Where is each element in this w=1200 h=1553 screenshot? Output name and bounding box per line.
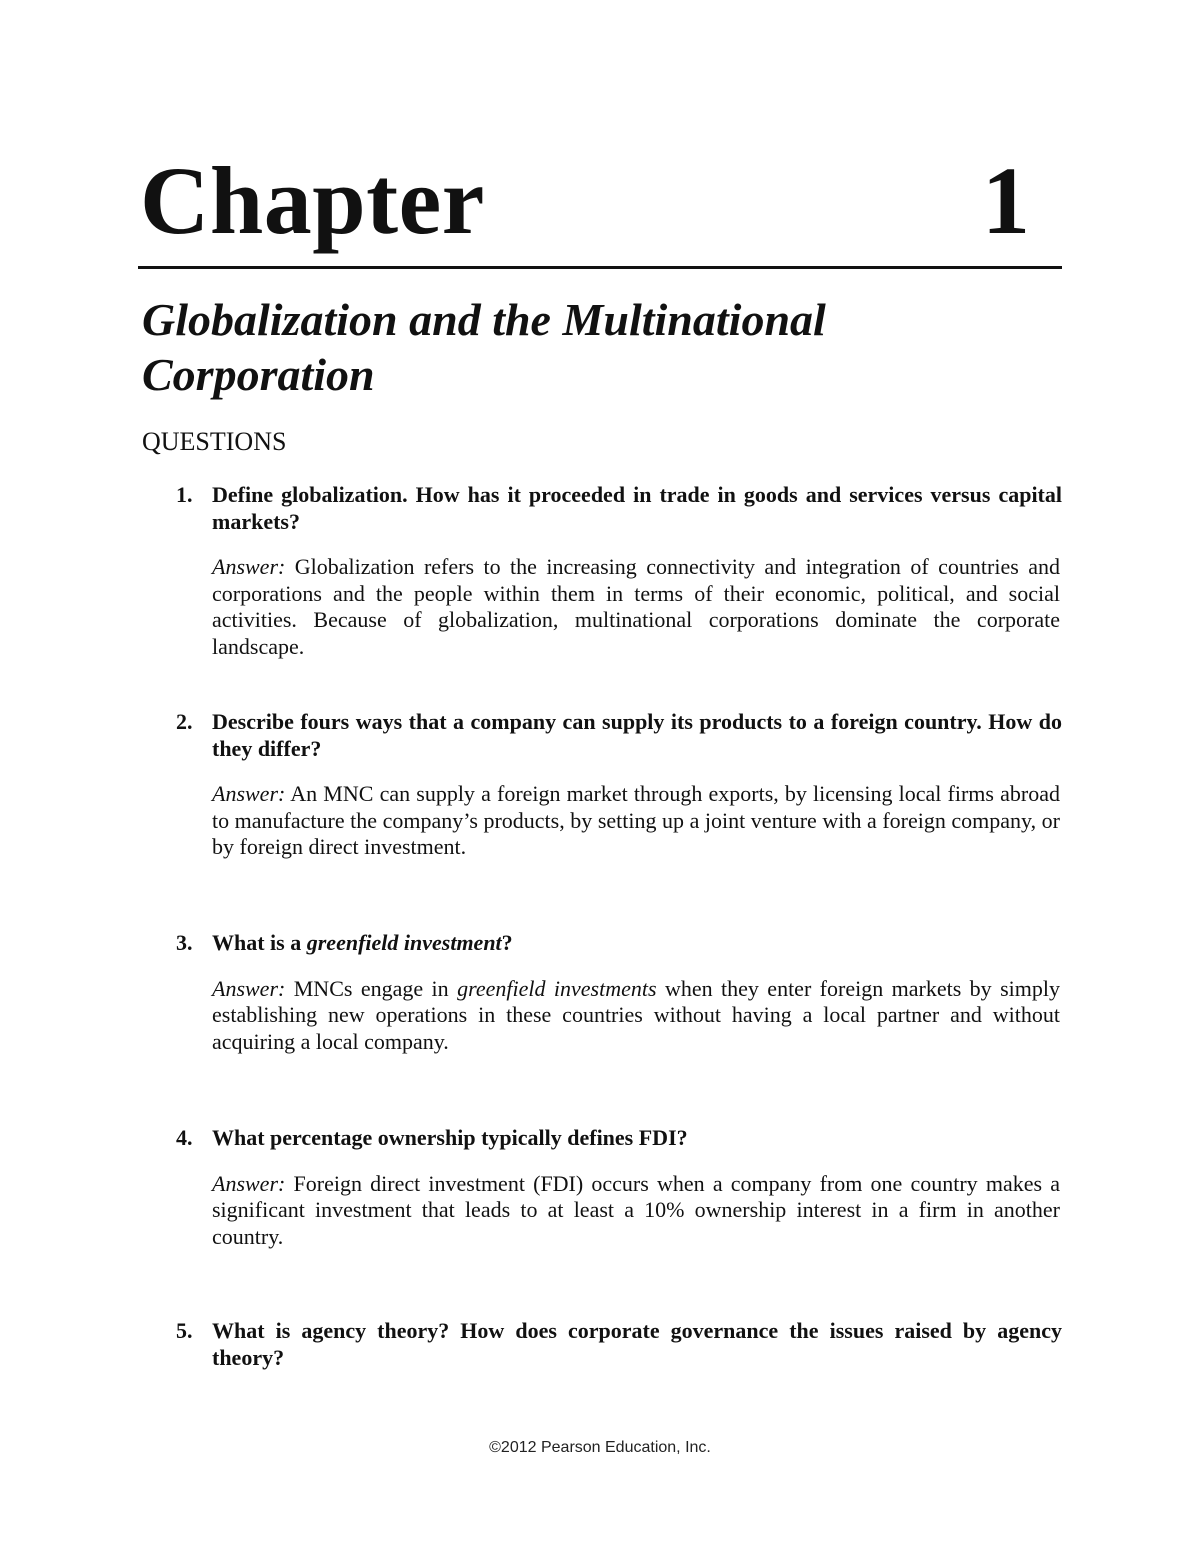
question-item bbox=[142, 709, 1062, 861]
question-body: Describe fours ways that a company can supply its products to a foreign country. How do they differ? bbox=[212, 709, 1062, 761]
answer-text bbox=[142, 781, 1062, 861]
chapter-heading bbox=[140, 148, 1062, 254]
question-text bbox=[142, 709, 1062, 762]
answer-text bbox=[142, 1171, 1062, 1251]
question-number: 1. bbox=[176, 482, 193, 507]
chapter-divider bbox=[138, 266, 1062, 269]
answer-body: Globalization refers to the increasing connectivity and integration of countries and corporations and the people within them in terms of their economic, political, and social activities. Because of globalization, multinational corporations dominate the corporate landscape. bbox=[212, 554, 1060, 659]
question-prefix: What is a bbox=[212, 930, 307, 955]
question-text bbox=[142, 1318, 1062, 1371]
question-item bbox=[142, 1125, 1062, 1250]
question-suffix: ? bbox=[501, 930, 513, 955]
chapter-title: Globalization and the Multinational Corporation bbox=[142, 294, 826, 400]
question-text bbox=[142, 930, 1062, 957]
chapter-word: Chapter bbox=[140, 147, 485, 254]
section-heading: QUESTIONS bbox=[142, 427, 287, 456]
answer-body: An MNC can supply a foreign market through exports, by licensing local firms abroad to manufacture the company’s products, by setting up a joint venture with a foreign company, or by foreign direct investment. bbox=[212, 781, 1060, 859]
answer-label: Answer: bbox=[212, 781, 286, 806]
question-body: What percentage ownership typically defines FDI? bbox=[212, 1125, 688, 1150]
question-text bbox=[142, 482, 1062, 535]
answer-body: Foreign direct investment (FDI) occurs when a company from one country makes a significant investment that leads to at least a 10% ownership interest in a firm in another country. bbox=[212, 1170, 1061, 1249]
page-footer: ©2012 Pearson Education, Inc. bbox=[489, 1439, 711, 1456]
answer-suffix: when they enter foreign markets by simply establishing new operations in these countries without having a local partner and without acquiring a local company. bbox=[212, 975, 1060, 1054]
question-number: 5. bbox=[176, 1318, 193, 1343]
question-body: Define globalization. How has it proceeded in trade in goods and services versus capital markets? bbox=[212, 482, 1062, 534]
question-number: 4. bbox=[176, 1125, 193, 1150]
question-item bbox=[142, 482, 1062, 660]
question-text bbox=[142, 1125, 1062, 1152]
answer-prefix: MNCs engage in bbox=[293, 975, 458, 1001]
question-item bbox=[142, 930, 1062, 1055]
answer-text bbox=[142, 976, 1062, 1056]
question-number: 3. bbox=[176, 930, 193, 955]
answer-label: Answer: bbox=[212, 975, 286, 1001]
question-term: greenfield investment bbox=[306, 930, 502, 955]
chapter-number: 1 bbox=[982, 147, 1030, 254]
question-body: What is agency theory? How does corporate governance the issues raised by agency theory? bbox=[212, 1318, 1062, 1370]
answer-label: Answer: bbox=[212, 1170, 286, 1196]
answer-label: Answer: bbox=[212, 554, 286, 579]
answer-term: greenfield investments bbox=[457, 975, 657, 1001]
question-item bbox=[142, 1318, 1062, 1371]
question-number: 2. bbox=[176, 709, 193, 734]
question-body bbox=[212, 930, 513, 955]
answer-text bbox=[142, 554, 1062, 660]
